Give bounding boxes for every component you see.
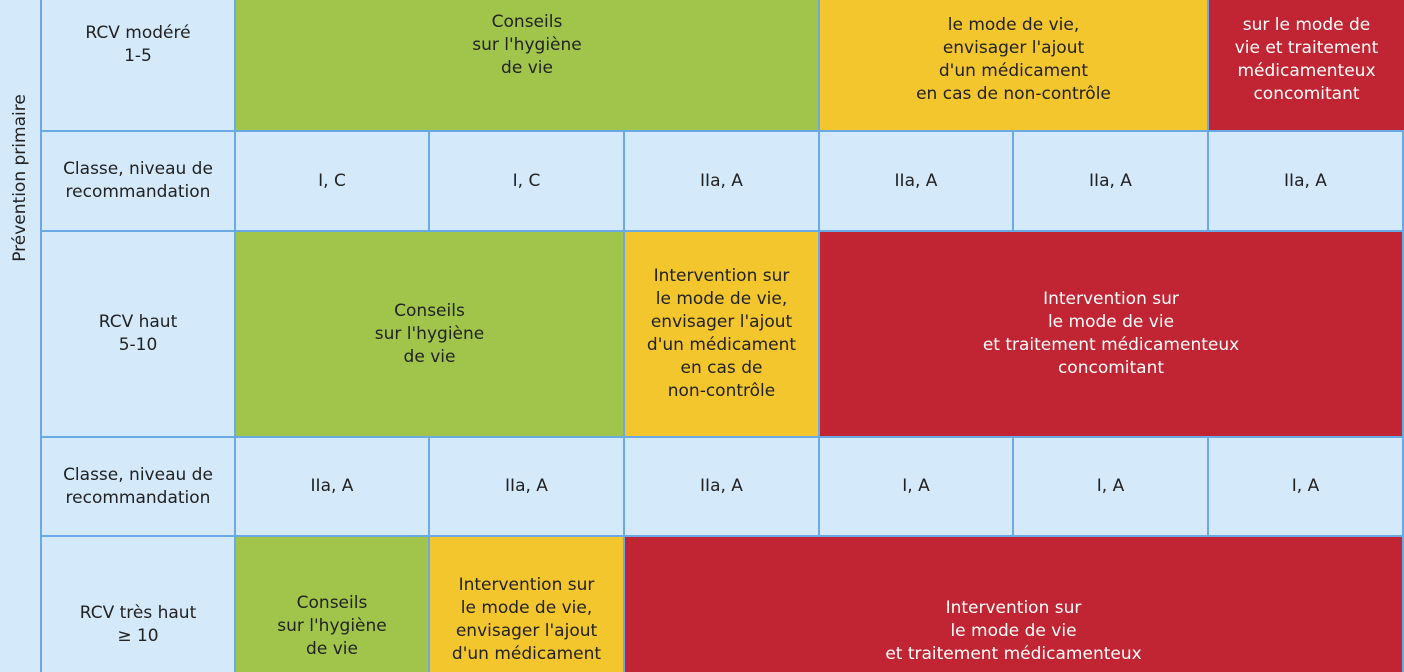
high-green-cell: Conseils sur l'hygiène de vie (236, 232, 623, 436)
class-1-value: I, C (430, 132, 623, 230)
class-1-value: IIa, A (1014, 132, 1207, 230)
high-yellow-cell: Intervention sur le mode de vie, envisager l'ajout d'un médicament en cas de non-contrôle (625, 232, 818, 436)
high-red-cell: Intervention sur le mode de vie et traitement médicamenteux concomitant (820, 232, 1402, 436)
class-2-value: IIa, A (430, 438, 623, 535)
class-2-value: I, A (1014, 438, 1207, 535)
very-high-yellow-cell: Intervention sur le mode de vie, envisager l'ajout d'un médicament (430, 537, 623, 672)
side-label: Prévention primaire (10, 94, 30, 262)
moderate-green-cell: Conseils sur l'hygiène de vie (236, 0, 818, 130)
class-1-value: IIa, A (820, 132, 1012, 230)
very-high-red-cell: Intervention sur le mode de vie et traitement médicamenteux (625, 537, 1402, 672)
very-high-green-cell: Conseils sur l'hygiène de vie (236, 537, 428, 672)
moderate-red-cell: sur le mode de vie et traitement médicamenteux concomitant (1209, 0, 1404, 130)
class-2-value: I, A (820, 438, 1012, 535)
class-1-value: I, C (236, 132, 428, 230)
class-1-value: IIa, A (625, 132, 818, 230)
row-label-high: RCV haut 5-10 (42, 232, 234, 436)
class-1-value: IIa, A (1209, 132, 1402, 230)
row-label-class-1: Classe, niveau de recommandation (42, 132, 234, 230)
row-label-moderate: RCV modéré 1-5 (42, 0, 234, 130)
row-label-very-high: RCV très haut ≥ 10 (42, 537, 234, 672)
moderate-yellow-cell: le mode de vie, envisager l'ajout d'un médicament en cas de non-contrôle (820, 0, 1207, 130)
class-2-value: IIa, A (236, 438, 428, 535)
row-label-class-2: Classe, niveau de recommandation (42, 438, 234, 535)
class-2-value: I, A (1209, 438, 1402, 535)
side-label-panel (0, 0, 40, 672)
class-2-value: IIa, A (625, 438, 818, 535)
